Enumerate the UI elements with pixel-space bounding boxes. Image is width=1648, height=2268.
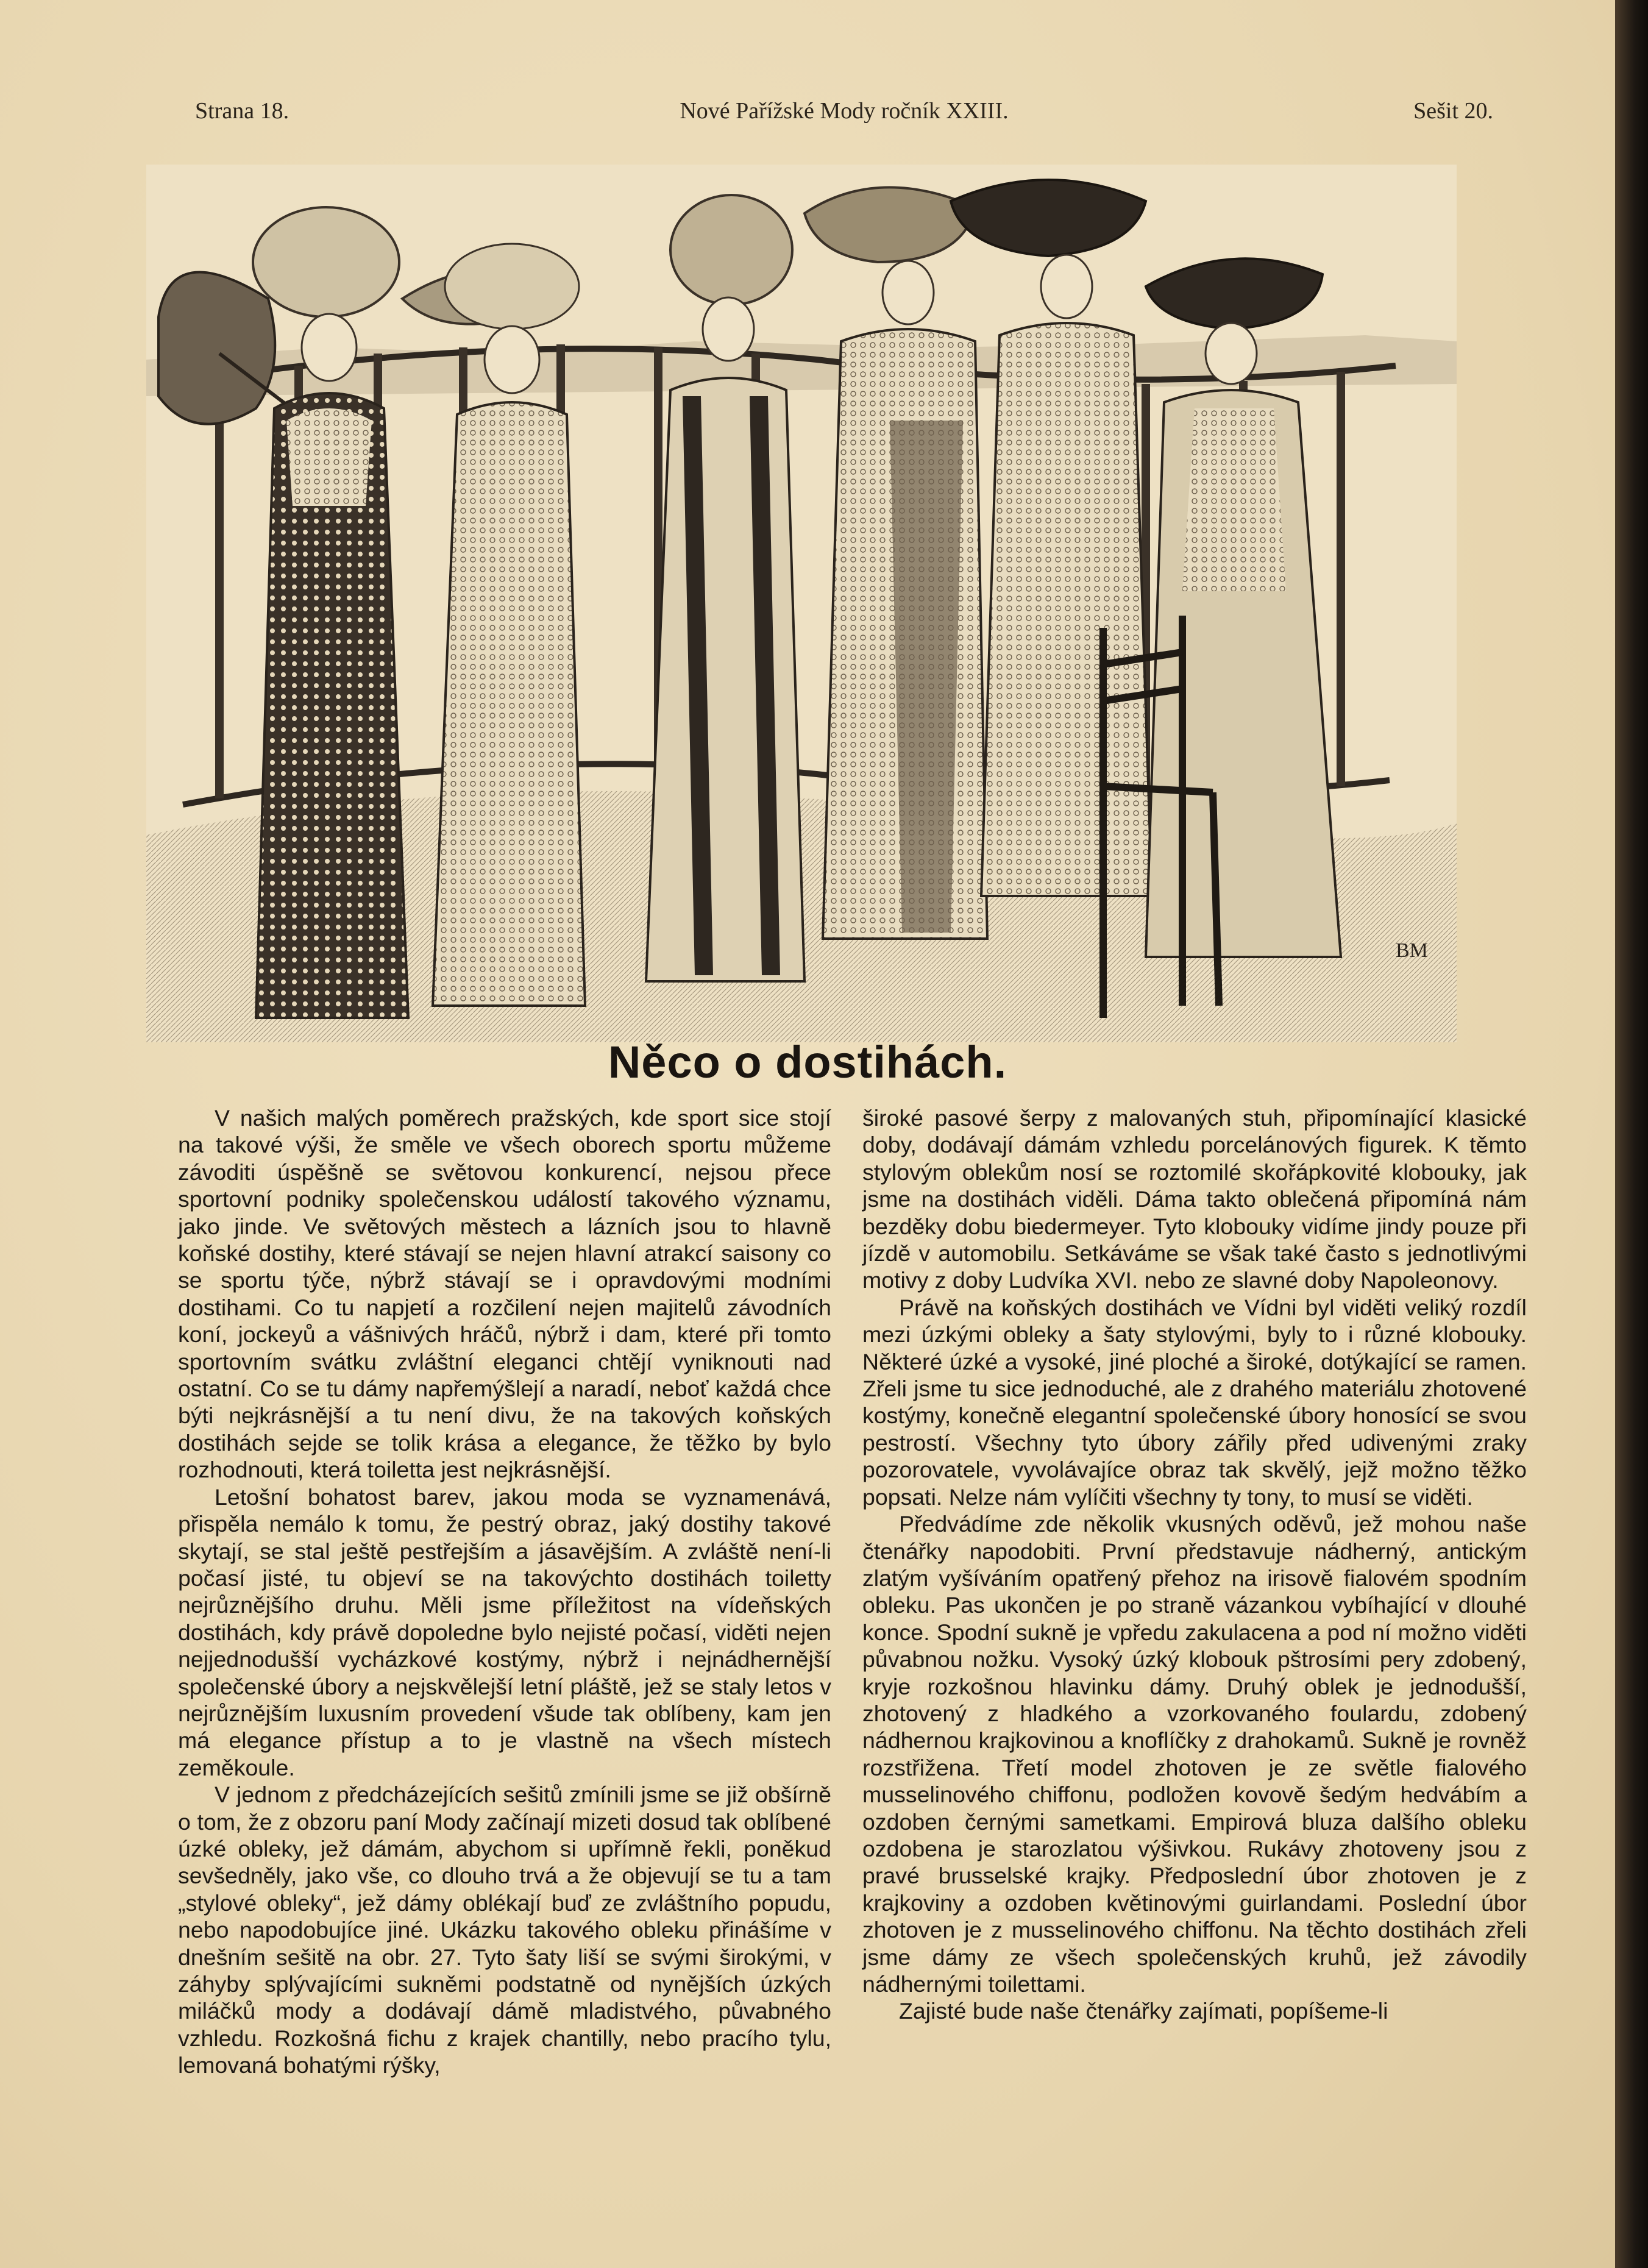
fashion-illustration xyxy=(146,165,1457,1042)
left-column xyxy=(178,1104,831,2079)
paragraph: Letošní bohatost barev, jakou moda se vyznamenává, přispěla nemálo k tomu, že pestrý obraz, jaký dostihy takové skytají, se stal ještě pestřejším a jásavějším. A zvláště není-li počasí jisté, tu objeví se na takovýchto dostihách toiletty nejrůznějšího druhu. Měli jsme příležitost na vídeňských dostihách, kdy právě dopoledne bylo nejisté počasí, viděti nejen nejjednodušší vycházkové kostýmy, nýbrž i nejnádhernější společenské úbory a nejskvělejší letní pláště, jež se staly letos v nejrůznějším luxusním provedení všude tak oblíbeny, kam jen má elegance přístup a to je vlastně na všech místech zeměkoule. xyxy=(178,1484,831,1780)
page-number: Strana 18. xyxy=(195,98,289,124)
paragraph: Zajisté bude naše čtenářky zajímati, popíšeme-li xyxy=(899,1998,1388,2024)
paragraph: široké pasové šerpy z malovaných stuh, připomínající klasické doby, dodávají dámám vzhledu porcelánových figurek. K těmto stylovým oblekům nosí se roztomilé skořápkovité klobouky, jak jsme na dostihách viděli. Dáma takto oblečená připomíná nám bezděky dobu biedermeyer. Tyto klobouky vidíme jindy pouze při jízdě v automobilu. Setkáváme se však také často s jednotlivými motivy z doby Ludvíka XVI. nebo ze slavné doby Napoleonovy. xyxy=(862,1105,1527,1293)
issue-number: Sešit 20. xyxy=(1413,98,1493,124)
artist-monogram: BM xyxy=(1396,939,1428,962)
paragraph: Právě na koňských dostihách ve Vídni byl viděti veliký rozdíl mezi úzkými obleky a šaty stylovými, byly to i různé klobouky. Některé úzké a vysoké, jiné ploché a široké, dotýkající se ramen. Zřeli jsme tu sice jednoduché, ale z drahého materiálu zhotovené kostýmy, konečně elegantní společenské úbory honosící se svou pestrostí. Všechny tyto úbory zářily před udivenými zraky pozorovatele, vyvolávajíce obraz tak skvělý, jejž možno těžko popsati. Nelze nám vylíčiti všechny ty tony, to musí se viděti. xyxy=(862,1294,1527,1510)
fashion-plate-six-ladies-icon xyxy=(146,165,1457,1042)
article-title: Něco o dostihách. xyxy=(608,1037,1007,1087)
book-spine-edge xyxy=(1615,0,1648,2268)
right-column xyxy=(862,1104,1527,2025)
publication-title: Nové Pařížské Mody ročník XXIII. xyxy=(680,98,1009,124)
paragraph: V našich malých poměrech pražských, kde sport sice stojí na takové výši, že směle ve všech oborech sportu můžeme závoditi úspěšně se světovou konkurencí, nejsou přece sportovní podniky společenskou událostí takového významu, jako jinde. Ve světových městech a lázních jsou to hlavně koňské dostihy, které stávají se nejen hlavní atrakcí saisony co se sportu týče, nýbrž stávají se i opravdovými modními dostihami. Co tu napjetí a rozčilení nejen majitelů závodních koní, jockeyů a vášnivých hráčů, nýbrž i dam, které při tomto sportovním svátku zvláštní eleganci chtějí vyniknouti nad ostatní. Co se tu dámy napřemýšlejí a naradí, neboť každá chce býti nejkrásnější a tu není divu, že na takových koňských dostihách sejde se tolik krása a elegance, že těžko by bylo rozhodnouti, která toiletta jest nejkrásnější. xyxy=(178,1105,831,1483)
paragraph: V jednom z předcházejících sešitů zmínili jsme se již obšírně o tom, že z obzoru paní Mody začínají mizeti dosud tak oblíbené úzké obleky, jež dámám, abychom si upřímně řekli, poněkud sevšedněly, jako vše, co dlouho trvá a že objevují se tu a tam „stylové obleky“, jež dámy oblékají buď ze zvláštního popudu, nebo napodobujíce jiné. Ukázku takového obleku přinášíme v dnešním sešitě na obr. 27. Tyto šaty liší se svými širokými, v záhyby splývajícími sukněmi podstatně od nynějších úzkých miláčků mody a dodávají dámě mladistvého, půvabného vzhledu. Rozkošná fichu z krajek chantilly, nebo pracího tylu, lemovaná bohatými rýšky, xyxy=(178,1782,831,2078)
paragraph: Předvádíme zde několik vkusných oděvů, jež mohou naše čtenářky napodobiti. První představuje nádherný, antickým zlatým vyšíváním opatřený přehoz na irisově fialovém spodním obleku. Pas ukončen je po straně vázankou vybíhající v dlouhé konce. Spodní sukně je vpředu zakulacena a pod ní možno viděti půvabnou nožku. Vysoký úzký klobouk pštrosími pery zdobený, kryje rozkošnou hlavinku dámy. Druhý oblek je jednodušší, zhotovený z hladkého a vzorkovaného foulardu, zdobený nádhernou krajkovinou a knoflíčky z drahokamů. Sukně je rovněž rozstřižena. Třetí model zhotoven je ze světle fialového musselinového chiffonu, podložen kovově šedým hedvábím a ozdoben černými sametkami. Empirová bluza dalšího obleku ozdobena je starozlatou výšivkou. Rukávy zhotoveny jsou z pravé brusselské krajky. Předposlední úbor zhotoven je z krajkoviny a ozdoben květinovými guirlandami. Poslední úbor zhotoven je z musselinového chiffonu. Na těchto dostihách zřeli jsme dámy ze všech společenských kruhů, jež závodily nádhernými toilettami. xyxy=(862,1511,1527,1997)
running-header xyxy=(195,98,1493,134)
